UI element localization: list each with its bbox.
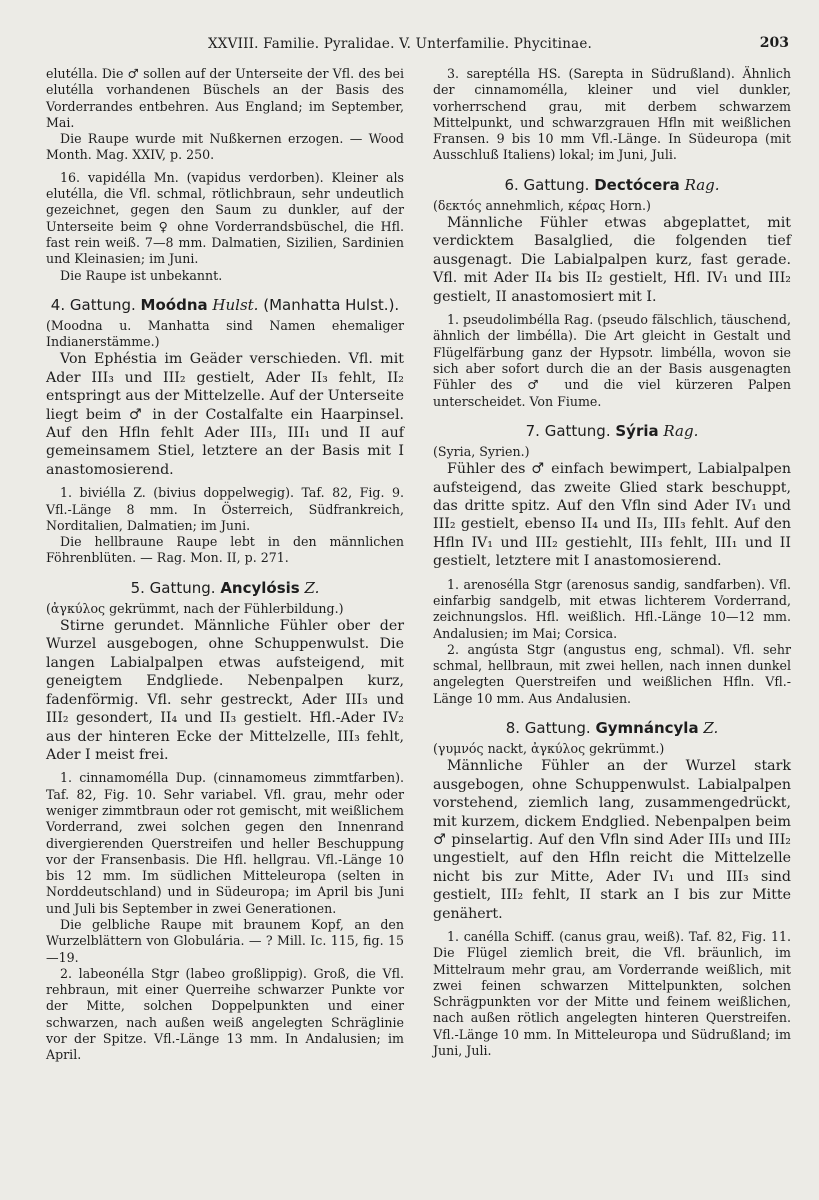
etymology: (ἀγκύλος gekrümmt, nach der Fühlerbildung.) <box>46 600 344 616</box>
heading-number: 5. Gattung. <box>130 578 216 597</box>
heading-number: 7. Gattung. <box>525 421 611 440</box>
species-entry: 3. sareptélla HS. (Sarepta in Südrußland). Ähnlich der cinnamomélla, kleiner und viel dunkler, vorherrschend grau, mit derbem schwarzem Mittelpunkt, und schwarzgrauen Hfln mit weißlichen Fransen. 9 bis 10 mm Vfl.-Länge. In Südeuropa (mit Ausschluß Italiens) lokal; im Juni, Juli. <box>433 66 791 163</box>
heading-number: 6. Gattung. <box>504 175 590 194</box>
genus-name: Dectócera <box>594 175 680 194</box>
genus-heading <box>46 579 404 597</box>
heading-number: 4. Gattung. <box>50 295 136 314</box>
genus-name: Moódna <box>140 295 208 314</box>
species-entry: 1. canélla Schiff. (canus grau, weiß). Taf. 82, Fig. 11. Die Flügel ziemlich breit, die Vfl. bräunlich, im Mittelraum mehr grau, am Vorderrande weißlich, mit zwei feinen schwarzen Mittelpunkten, solchen Schrägpunkten vor der Mitte und feinem weißlichen, nach außen rötlich angelegten hinteren Querstreifen. Vfl.-Länge 10 mm. In Mitteleuropa und Südrußland; im Juni, Juli. <box>433 928 791 1059</box>
left-column <box>46 66 404 1064</box>
etymology: (Syria, Syrien.) <box>433 443 530 459</box>
genus-author: Z. <box>703 719 719 737</box>
genus-heading <box>433 719 791 737</box>
paragraph: Die gelbliche Raupe mit braunem Kopf, an den Wurzelblättern von Globulária. — ? Mill. Ic. 115, fig. 15—19. <box>46 917 404 965</box>
genus-synonym: (Manhatta Hulst.). <box>263 295 400 314</box>
species-entry: 2. angústa Stgr (angustus eng, schmal). Vfl. sehr schmal, hellbraun, mit zwei hellen, nach innen dunkel angelegten Querstreifen und weißlichen Hfln. Vfl.-Länge 10 mm. Aus Andalusien. <box>433 641 791 706</box>
etymology: (Moodna u. Manhatta sind Namen ehemaliger Indianerstämme.) <box>46 317 404 350</box>
genus-description: Männliche Fühler etwas abgeplattet, mit verdicktem Basalglied, die folgenden tief ausgenagt. Die Labialpalpen kurz, fast gerade. Vfl. mit Ader II₄ bis II₂ gestielt, Hfl. IV₁ und III₂ gestielt, II anastomosiert mit I. <box>433 215 791 305</box>
genus-name: Gymnáncyla <box>595 719 699 737</box>
species-entry: 1. pseudolimbélla Rag. (pseudo fälschlich, täuschend, ähnlich der limbélla). Die Art gleicht in Gestalt und Flügelfärbung ganz der Hypsotr. limbélla, wovon sie sich aber sofort durch die an der Basis ausgenagten Fühler des ♂ und die viel kürzeren Palpen unterscheidet. Von Fiume. <box>433 312 791 409</box>
right-column <box>433 66 791 1064</box>
running-title: XXVIII. Familie. Pyralidae. V. Unterfamilie. Phycitinae. <box>208 36 593 52</box>
genus-author: Rag. <box>684 175 720 194</box>
paragraph: Die hellbraune Raupe lebt in den männlichen Föhrenblüten. — Rag. Mon. II, p. 271. <box>46 534 404 566</box>
genus-heading <box>433 176 791 194</box>
etymology: (δεκτός annehmlich, κέρας Horn.) <box>433 197 651 213</box>
genus-heading <box>433 422 791 440</box>
running-head <box>46 36 791 56</box>
genus-author: Z. <box>304 578 320 597</box>
species-entry: 1. biviélla Z. (bivius doppelwegig). Taf. 82, Fig. 9. Vfl.-Länge 8 mm. In Österreich, Südfrankreich, Norditalien, Dalmatien; im Juni. <box>46 485 404 533</box>
genus-name: Ancylósis <box>220 578 300 597</box>
paragraph: elutélla. Die ♂ sollen auf der Unterseite der Vfl. des bei elutélla vorhandenen Büschels an der Basis des Vorderrandes entbehren. Aus England; im September, Mai. <box>46 66 404 130</box>
species-entry: 1. cinnamomélla Dup. (cinnamomeus zimmtfarben). Taf. 82, Fig. 10. Sehr variabel. Vfl. grau, mehr oder weniger zimmtbraun oder rot gemischt, mit weißlichem Vorderrand, zwei solchen gegen den Innenrand divergierenden Querstreifen und heller Beschuppung vor der Fransenbasis. Die Hfl. hellgrau. Vfl.-Länge 10 bis 12 mm. Im südlichen Mitteleuropa (selten in Norddeutschland) und in Südeuropa; im April bis Juni und Juli bis September in zwei Generationen. <box>46 770 404 916</box>
genus-description: Männliche Fühler an der Wurzel stark ausgebogen, ohne Schuppenwulst. Labialpalpen vorstehend, ziemlich lang, zusammengedrückt, mit kurzem, dickem Endglied. Nebenpalpen beim ♂ pinselartig. Auf den Vfln sind Ader III₃ und III₂ ungestielt, auf den Hfln reicht die Mittelzelle nicht bis zur Mitte, Ader IV₁ und III₃ sind gestielt, III₂ fehlt, II stark an I bis zur Mitte genähert. <box>433 758 791 922</box>
genus-heading <box>46 296 404 314</box>
genus-author: Hulst. <box>212 295 259 314</box>
species-entry: 2. labeonélla Stgr (labeo großlippig). Groß, die Vfl. rehbraun, mit einer Querreihe schwarzer Punkte vor der Mitte, solchen Doppelpunkten und einer schwarzen, nach außen weiß angelegten Schräglinie vor der Spitze. Vfl.-Länge 13 mm. In Andalusien; im April. <box>46 965 404 1063</box>
etymology: (γυμνός nackt, ἀγκύλος gekrümmt.) <box>433 741 665 756</box>
heading-number: 8. Gattung. <box>505 719 591 737</box>
two-column-body <box>46 66 791 1064</box>
page-number: 203 <box>759 35 789 51</box>
paragraph: Die Raupe ist unbekannt. <box>60 267 223 283</box>
genus-description: Fühler des ♂ einfach bewimpert, Labialpalpen aufsteigend, das zweite Glied stark beschuppt, das dritte spitz. Auf den Vfln sind Ader IV₁ und III₂ gestielt, ebenso II₄ und II₃, III₃ fehlt. Auf den Hfln IV₁ und III₂ gestiehlt, III₃ fehlt, III₁ und II gestielt, letztere mit I anastomosierend. <box>433 461 791 570</box>
species-entry: 16. vapidélla Mn. (vapidus verdorben). Kleiner als elutélla, die Vfl. schmal, rötlichbraun, sehr undeutlich gezeichnet, gegen den Saum zu dunkler, auf der Unterseite beim ♀ ohne Vorderrandsbüschel, die Hfl. fast rein weiß. 7—8 mm. Dalmatien, Sizilien, Sardinien und Kleinasien; im Juni. <box>46 169 404 267</box>
genus-description: Von Ephéstia im Geäder verschieden. Vfl. mit Ader III₃ und III₂ gestielt, Ader II₃ fehlt, II₂ entspringt aus der Mittelzelle. Auf der Unterseite liegt beim ♂ in der Costalfalte ein Haarpinsel. Auf den Hfln fehlt Ader III₃, III₁ und II auf gemeinsamem Stiel, letztere an der Basis mit I anastomosierend. <box>46 351 404 478</box>
genus-author: Rag. <box>663 421 699 440</box>
genus-description: Stirne gerundet. Männliche Fühler ober der Wurzel ausgebogen, ohne Schuppenwulst. Die langen Labialpalpen etwas aufsteigend, mit geneigtem Endgliede. Nebenpalpen kurz, fadenförmig. Vfl. sehr gestreckt, Ader III₃ und III₂ gesondert, II₄ und II₃ gestielt. Hfl.-Ader IV₂ aus der hinteren Ecke der Mittelzelle, III₃ fehlt, Ader I meist frei. <box>46 618 404 763</box>
genus-name: Sýria <box>615 421 659 440</box>
paragraph: Die Raupe wurde mit Nußkernen erzogen. — Wood Month. Mag. XXIV, p. 250. <box>46 131 404 163</box>
species-entry: 1. arenosélla Stgr (arenosus sandig, sandfarben). Vfl. einfarbig sandgelb, mit etwas lichterem Vorderrand, zeichnungslos. Hfl. weißlich. Hfl.-Länge 10—12 mm. Andalusien; im Mai; Corsica. <box>433 576 791 641</box>
